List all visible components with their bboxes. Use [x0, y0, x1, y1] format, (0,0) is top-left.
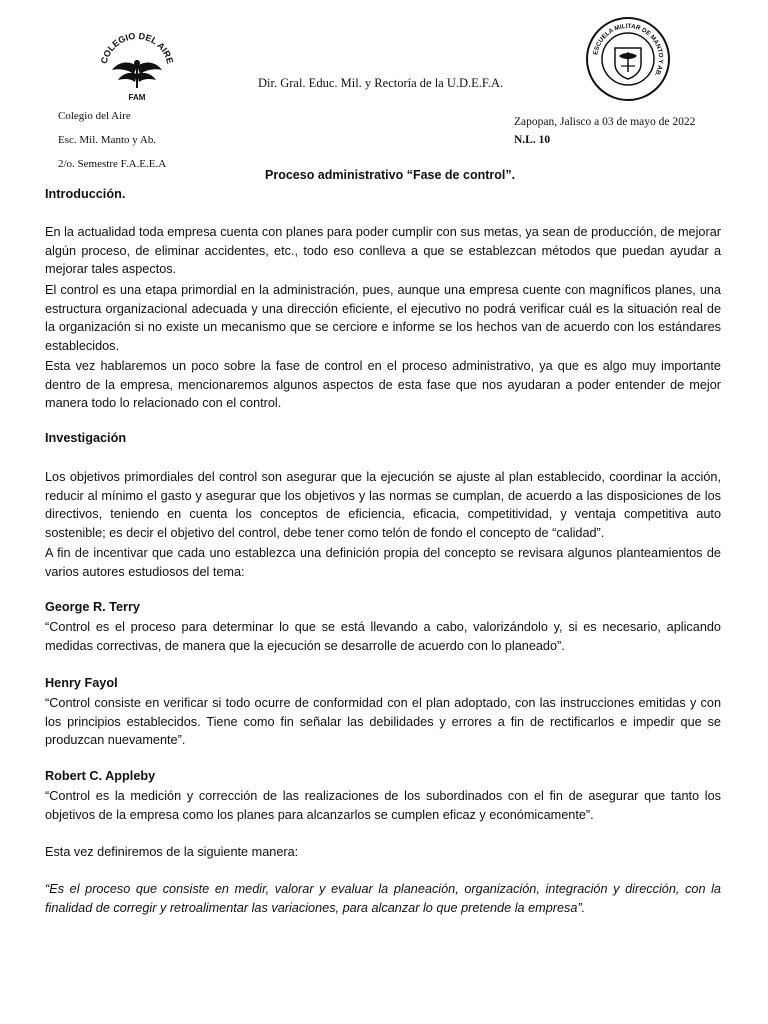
intro-paragraph-1: En la actualidad toda empresa cuenta con planes para poder cumplir con sus metas, ya sean de producción, de mejorar algún proceso, de eliminar accidentes, etc., todo eso conlleva a que se establezcan métodos que puedan ayudar a mejorar tales aspectos.: [45, 225, 721, 277]
author-quote-fayol: “Control consiste en verificar si todo ocurre de conformidad con el plan adoptado, con las instrucciones emitidas y con los principios establecidos. Tiene como fin señalar las debilidades y errores a fin de rectificarlos e impedir que se produzcan nuevamente”.: [45, 696, 721, 748]
institution-header: Dir. Gral. Educ. Mil. y Rectoría de la U.D.E.F.A.: [258, 76, 504, 90]
header-left-line-2: Esc. Mil. Manto y Ab.: [58, 134, 157, 146]
author-quote-appleby: “Control es la medición y corrección de las realizaciones de los subordinados con el fin de asegurar que tanto los objetivos de la empresa como los planes para alcanzarlos se cumplen eficaz y económicamente”.: [45, 789, 721, 822]
place-date: Zapopan, Jalisco a 03 de mayo de 2022: [514, 116, 696, 128]
research-paragraph-2: A fin de incentivar que cada uno establezca una definición propia del concepto se revisara algunos planteamientos de varios autores estudiosos del tema:: [45, 546, 721, 579]
svg-text:FAM: FAM: [128, 93, 146, 102]
intro-paragraph-3: Esta vez hablaremos un poco sobre la fase de control en el proceso administrativo, ya que es algo muy importante dentro de la empresa, mencionaremos algunos aspectos de esta fase que nos ayudaran a poder entender de mejor manera todo lo relacionado con el control.: [45, 359, 721, 411]
research-paragraph-1: Los objetivos primordiales del control son asegurar que la ejecución se ajuste al plan establecido, coordinar la acción, reducir al mínimo el gasto y asegurar que los objetivos y las normas se cumplan, de acuerdo a las disposiciones de los directivos, teniendo en cuenta los conceptos de eficiencia, eficacia, competitividad, y ventaja competitiva auto sostenible; es decir el objetivo del control, debe tener como telón de fondo el concepto de “calidad”.: [45, 470, 721, 540]
escuela-militar-seal: [585, 16, 671, 102]
svg-text:COLEGIO DEL AIRE: COLEGIO DEL AIRE: [98, 30, 176, 65]
colegio-del-aire-logo: [98, 30, 176, 104]
own-definition-lead: Esta vez definiremos de la siguiente manera:: [45, 845, 299, 859]
own-definition-text: “Es el proceso que consiste en medir, valorar y evaluar la planeación, organización, integración y dirección, con la finalidad de corregir y retroalimentar las variaciones, para alcanzar lo que pretende la empresa”.: [45, 882, 721, 915]
author-name-appleby: Robert C. Appleby: [45, 769, 156, 783]
header-left-line-3: 2/o. Semestre F.A.E.E.A: [58, 158, 167, 170]
author-name-fayol: Henry Fayol: [45, 676, 118, 690]
intro-heading: Introducción.: [45, 187, 126, 201]
intro-paragraph-2: El control es una etapa primordial en la administración, pues, aunque una empresa cuente con magníficos planes, una estructura organizacional adecuada y una dirección eficiente, el ejecutivo no podrá verificar cuál es la situación real de la organización si no existe un mecanismo que se cerciore e informe se los hechos van de acuerdo con los estándares establecidos.: [45, 283, 721, 353]
author-quote-terry: “Control es el proceso para determinar lo que se está llevando a cabo, valorizándolo y, si es necesario, aplicando medidas correctivas, de manera que la ejecución se desarrolle de acuerdo con lo planeado”.: [45, 620, 721, 653]
header-left-line-1: Colegio del Aire: [58, 110, 131, 122]
research-heading: Investigación: [45, 431, 127, 445]
svg-text:ESCUELA MILITAR DE MANTO Y AB.: ESCUELA MILITAR DE MANTO Y AB.: [592, 22, 665, 78]
author-name-terry: George R. Terry: [45, 600, 140, 614]
list-number: N.L. 10: [514, 134, 551, 146]
document-title: Proceso administrativo “Fase de control”.: [265, 168, 516, 182]
